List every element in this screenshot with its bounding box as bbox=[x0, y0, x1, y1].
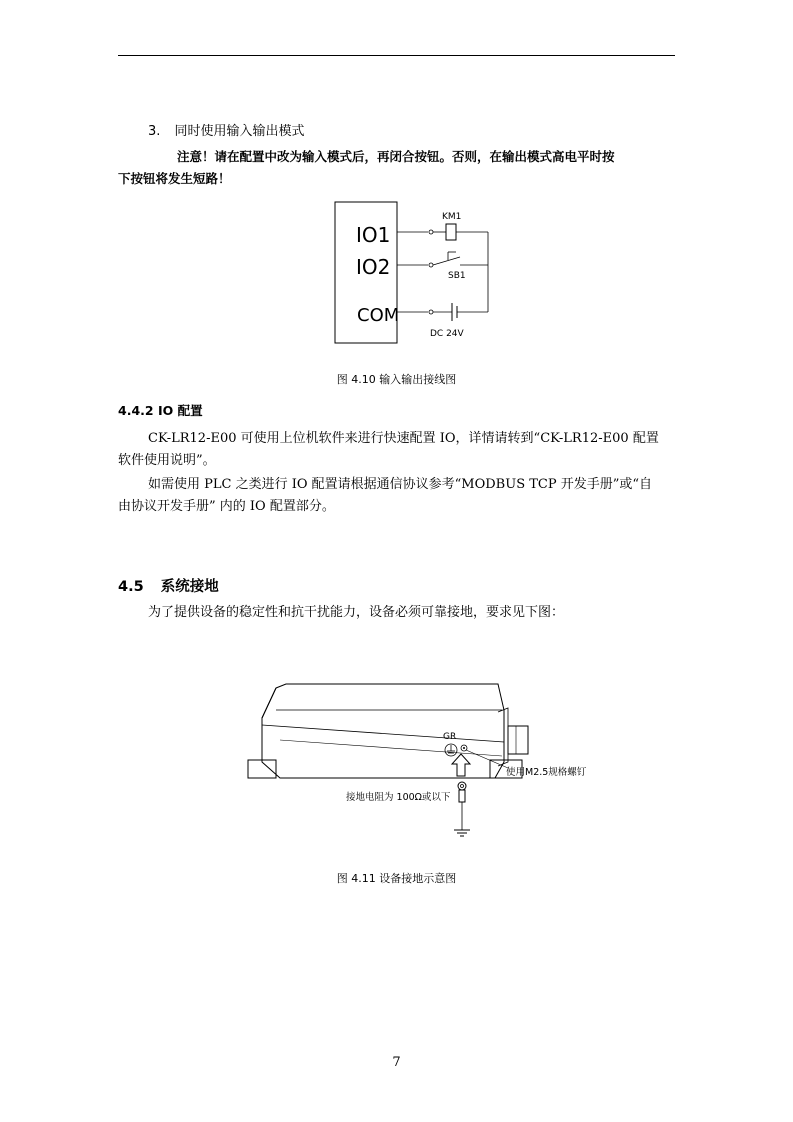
com-label: COM bbox=[357, 305, 400, 326]
warning-line-2: 下按钮将发生短路！ bbox=[118, 171, 231, 186]
wiring-diagram bbox=[330, 200, 500, 345]
paragraph-2-line-2: 由协议开发手册” 内的 IO 配置部分。 bbox=[118, 499, 335, 514]
warning-line-1: 注意！请在配置中改为输入模式后，再闭合按钮。否则，在输出模式高电平时按 bbox=[177, 149, 615, 164]
section-number: 4.5 bbox=[118, 579, 144, 595]
section-title: 同时使用输入输出模式 bbox=[174, 124, 305, 139]
section-title: 系统接地 bbox=[160, 579, 219, 595]
grounding-diagram bbox=[240, 680, 600, 840]
km1-coil bbox=[446, 224, 456, 240]
paragraph-2-line-1: 如需使用 PLC 之类进行 IO 配置请根据通信协议参考“MODBUS TCP 开发手册”或“自 bbox=[148, 477, 653, 492]
section-3-heading bbox=[148, 121, 305, 143]
paragraph-1-line-2: 软件使用说明”。 bbox=[118, 453, 216, 468]
dc-label: DC 24V bbox=[430, 329, 464, 339]
paragraph-1-line-1: CK-LR12-E00 可使用上位机软件来进行快速配置 IO，详情请转到“CK-LR12-E00 配置 bbox=[148, 431, 659, 446]
header-rule bbox=[118, 55, 675, 56]
section-4-5-heading bbox=[118, 575, 219, 596]
gr-label: GR bbox=[443, 732, 457, 742]
km1-label: KM1 bbox=[442, 212, 462, 222]
page-number: 7 bbox=[392, 1055, 401, 1070]
resistance-label: 接地电阻为 100Ω或以下 bbox=[346, 792, 451, 803]
io1-label: IO1 bbox=[356, 223, 391, 247]
sb1-switch bbox=[433, 257, 460, 265]
section-4-4-2-heading: 4.4.2 IO 配置 bbox=[118, 403, 203, 418]
arrow-up-icon bbox=[452, 754, 470, 776]
section-number: 3. bbox=[148, 124, 161, 139]
figure-4-10-caption: 图 4.10 输入输出接线图 bbox=[336, 373, 457, 386]
mounting-foot-left bbox=[248, 760, 276, 778]
io2-label: IO2 bbox=[356, 255, 391, 279]
side-connector bbox=[508, 726, 528, 754]
section-4-5-intro: 为了提供设备的稳定性和抗干扰能力，设备必须可靠接地，要求见下图： bbox=[148, 605, 565, 620]
screw-spec-label: 使用M2.5规格螺钉 bbox=[506, 767, 587, 778]
ground-lug bbox=[458, 782, 466, 790]
sb1-label: SB1 bbox=[448, 271, 466, 281]
figure-4-11-caption: 图 4.11 设备接地示意图 bbox=[336, 872, 457, 885]
